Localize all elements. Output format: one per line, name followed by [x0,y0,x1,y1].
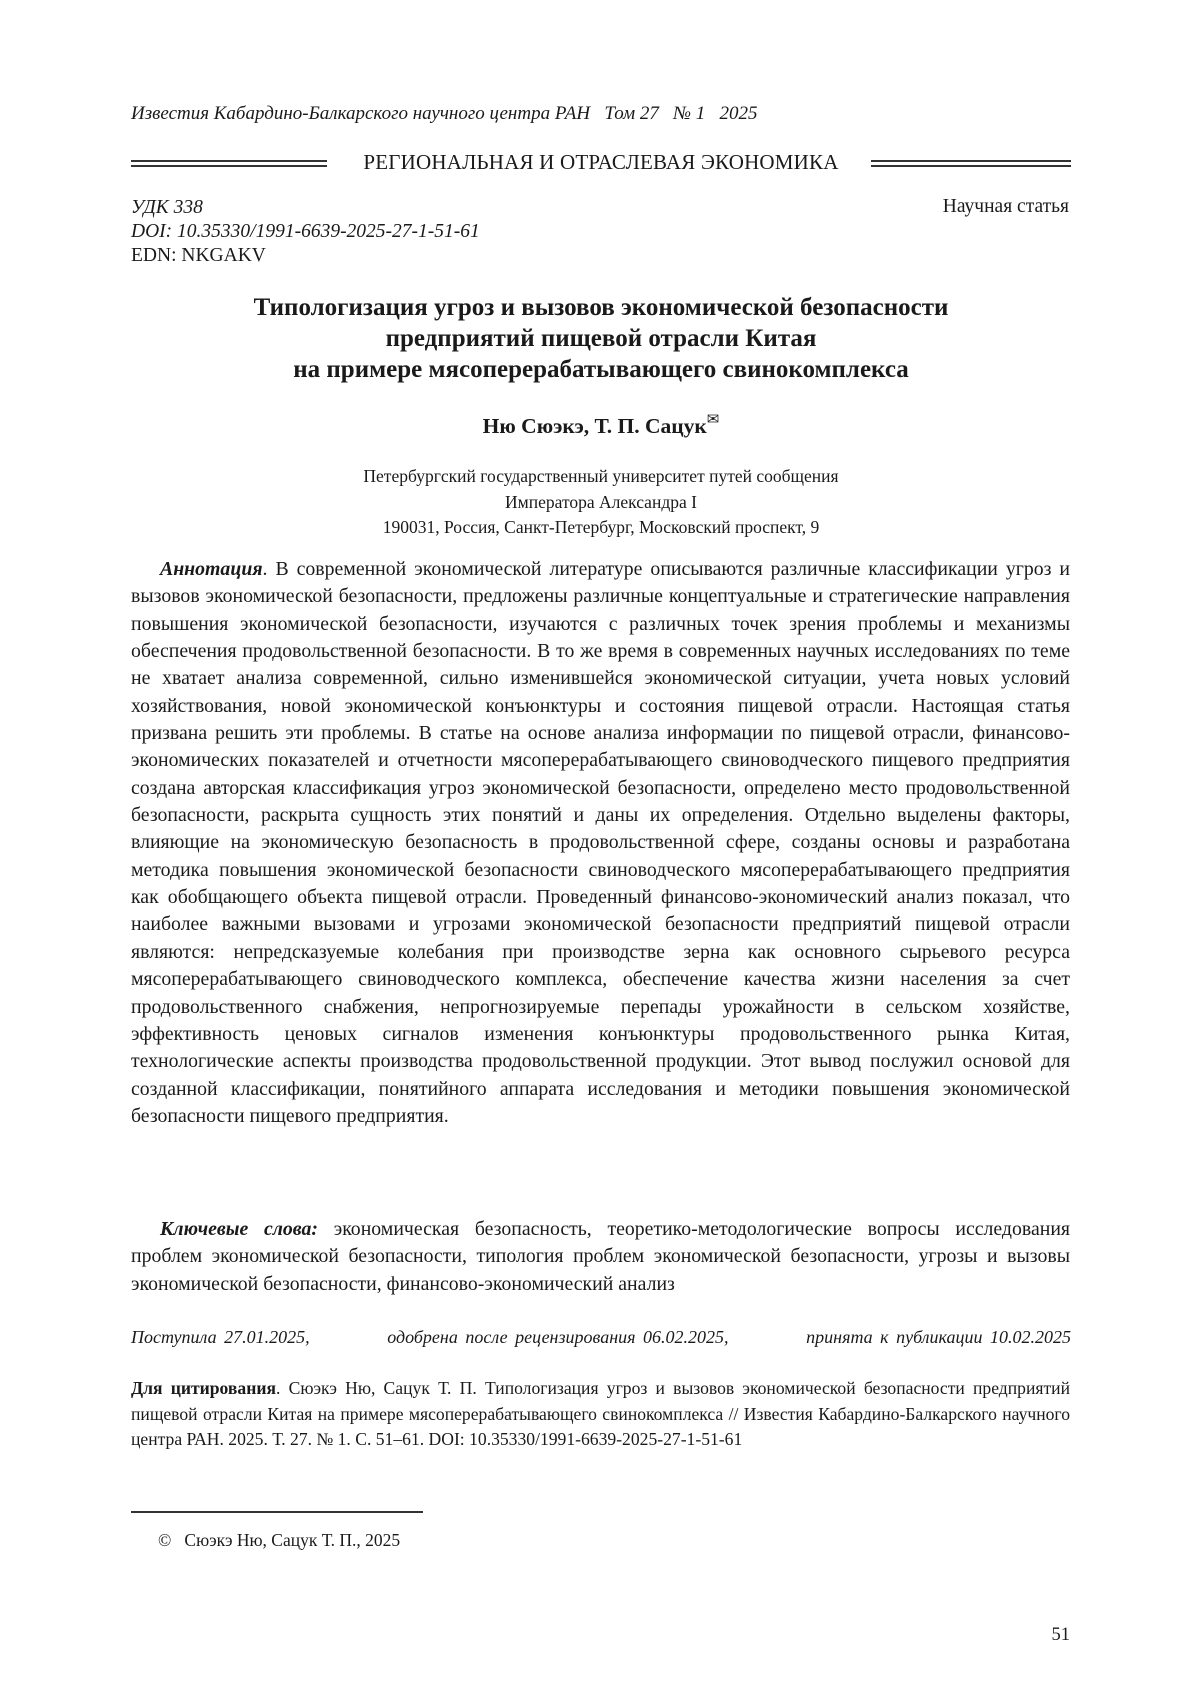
affiliation-line: Императора Александра I [131,490,1071,516]
affiliation [131,464,1071,541]
doi: DOI: 10.35330/1991-6639-2025-27-1-51-61 [131,220,480,244]
keywords [131,1216,1070,1298]
article-title [131,292,1071,385]
received-date: Поступила 27.01.2025, [131,1327,310,1348]
affiliation-line: 190031, Россия, Санкт-Петербург, Московский проспект, 9 [131,515,1071,541]
rubric-rule-right [871,160,1071,167]
udk: УДК 338 [131,196,480,220]
edn: EDN: NKGAKV [131,244,480,268]
article-meta [131,196,480,268]
abstract [131,556,1070,1130]
footnote-rule [131,1511,423,1513]
affiliation-line: Петербургский государственный университет путей сообщения [131,464,1071,490]
article-type: Научная статья [943,196,1069,218]
keywords-text: экономическая безопасность, теоретико-методологические вопросы исследования проблем экономической безопасности, типология проблем экономической безопасности, угрозы и вызовы экономической безопасности, финансово-экономический анализ [131,1218,1070,1295]
page-number: 51 [1052,1625,1071,1646]
approved-date: одобрена после рецензирования 06.02.2025, [387,1327,728,1348]
title-line: предприятий пищевой отрасли Китая [131,323,1071,354]
title-line: Типологизация угроз и вызовов экономической безопасности [131,292,1071,323]
rubric-title: РЕГИОНАЛЬНАЯ И ОТРАСЛЕВАЯ ЭКОНОМИКА [131,150,1071,175]
citation-text: . Сюэкэ Ню, Сацук Т. П. Типологизация угроз и вызовов экономической безопасности предприятий пищевой отрасли Китая на примере мясоперерабатывающего свинокомплекса // Известия Кабардино-Балкарского научного центра РАН. 2025. Т. 27. № 1. С. 51–61. DOI: 10.35330/1991-6639-2025-27-1-51-61 [131,1378,1070,1449]
abstract-text: . В современной экономической литературе описываются различные классификации угроз и вызовов экономической безопасности, предложены различные концептуальные и стратегические направления повышения экономической безопасности, изучаются с различных точек зрения проблемы и механизмы обеспечения продовольственной безопасности. В то же время в современных научных исследованиях по теме не хватает анализа современной, сильно изменившейся экономической ситуации, учета новых условий хозяйствования, новой экономической конъюнктуры и состояния пищевой отрасли. Настоящая статья призвана решить эти проблемы. В статье на основе анализа информации по пищевой отрасли, финансово-экономических показателей и отчетности мясоперерабатывающего свиноводческого пищевого предприятия создана авторская классификация угроз экономической безопасности, определено место продовольственной безопасности, раскрыта сущность этих понятий и даны их определения. Отдельно выделены факторы, влияющие на экономическую безопасность в продовольственной сфере, созданы основы и разработана методика повышения экономической безопасности свиноводческого мясоперерабатывающего предприятия как обобщающего объекта пищевой отрасли. Проведенный финансово-экономический анализ показал, что наиболее важными вызовами и угрозами экономической безопасности предприятий пищевой отрасли являются: непредсказуемые колебания при производстве зерна как основного сырьевого ресурса мясоперерабатывающего свиноводческого комплекса, обеспечение качества жизни населения за счет продовольственного снабжения, непрогнозируемые перепады урожайности в сельском хозяйстве, эффективность ценовых сигналов изменения конъюнктуры продовольственного рынка Китая, технологические аспекты производства продовольственной продукции. Этот вывод послужил основой для созданной классификации, понятийного аппарата исследования и методики повышения экономической безопасности пищевого предприятия. [131,558,1070,1127]
title-line: на примере мясоперерабатывающего свинокомплекса [131,354,1071,385]
journal-header: Известия Кабардино-Балкарского научного центра РАН Том 27 № 1 2025 [131,103,758,125]
copyright: © Сюэкэ Ню, Сацук Т. П., 2025 [158,1530,400,1551]
authors [131,414,1071,439]
envelope-icon: ✉ [707,412,720,428]
article-page [0,0,1200,1697]
author-names: Ню Сюэкэ, Т. П. Сацук [483,414,707,438]
citation [131,1376,1070,1453]
accepted-date: принята к публикации 10.02.2025 [806,1327,1071,1348]
abstract-label: Аннотация [160,558,263,580]
citation-label: Для цитирования [131,1378,276,1398]
keywords-label: Ключевые слова: [160,1218,318,1240]
article-dates [131,1327,1071,1348]
rubric-banner [131,150,1071,180]
